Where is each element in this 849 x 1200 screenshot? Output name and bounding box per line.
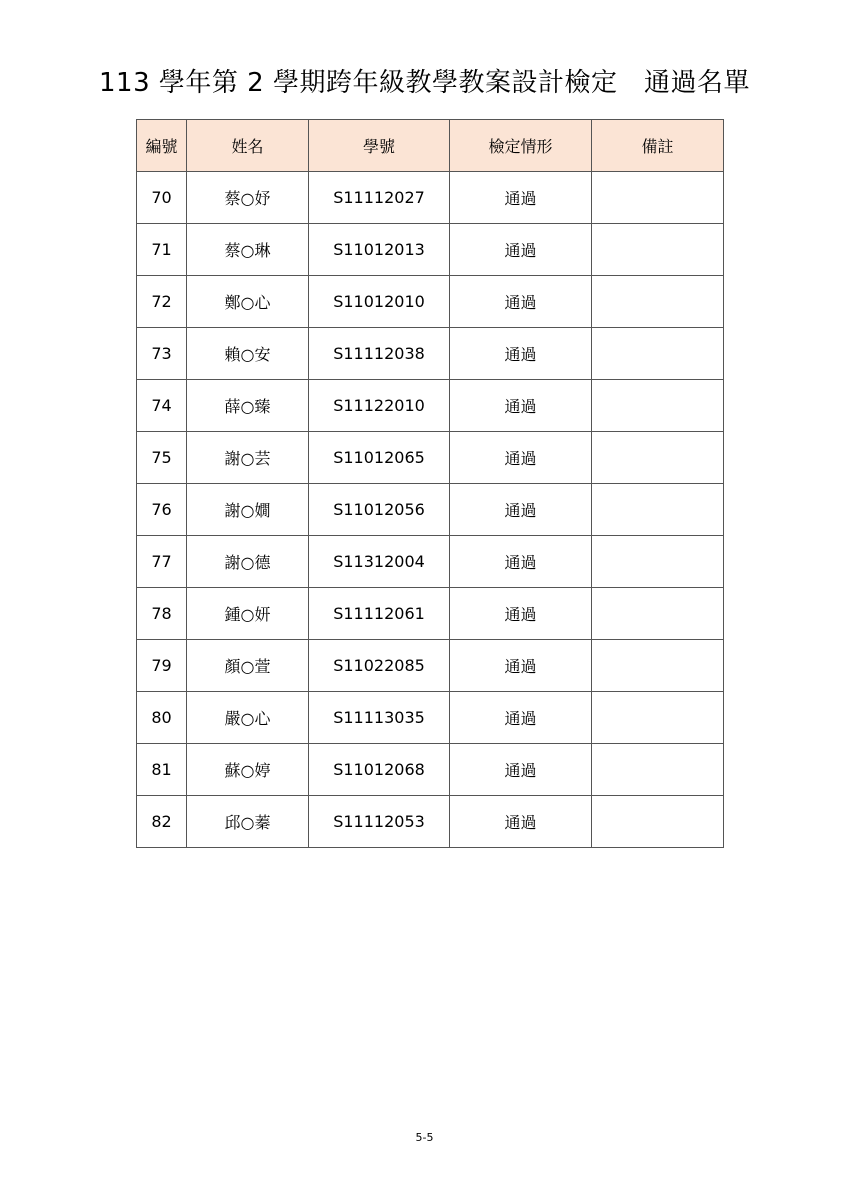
row-name: 邱○蓁 xyxy=(187,796,309,848)
row-status: 通過 xyxy=(450,536,592,588)
row-name: 蔡○琳 xyxy=(187,224,309,276)
table-row xyxy=(137,744,724,796)
row-status: 通過 xyxy=(450,640,592,692)
row-name: 蘇○婷 xyxy=(187,744,309,796)
row-note xyxy=(592,172,724,224)
table-row xyxy=(137,380,724,432)
table-row xyxy=(137,224,724,276)
row-name: 蔡○妤 xyxy=(187,172,309,224)
row-student-id: S11012056 xyxy=(309,484,450,536)
row-note xyxy=(592,744,724,796)
row-number: 82 xyxy=(137,796,187,848)
row-student-id: S11012010 xyxy=(309,276,450,328)
row-note xyxy=(592,224,724,276)
row-student-id: S11112038 xyxy=(309,328,450,380)
header-number: 編號 xyxy=(137,120,187,172)
page-number: 5-5 xyxy=(415,1131,434,1144)
row-note xyxy=(592,692,724,744)
table-row xyxy=(137,432,724,484)
row-student-id: S11112053 xyxy=(309,796,450,848)
row-status: 通過 xyxy=(450,380,592,432)
row-student-id: S11112061 xyxy=(309,588,450,640)
table-row xyxy=(137,588,724,640)
row-number: 70 xyxy=(137,172,187,224)
pass-list-table xyxy=(136,119,724,848)
row-number: 80 xyxy=(137,692,187,744)
table-row xyxy=(137,796,724,848)
row-number: 78 xyxy=(137,588,187,640)
row-number: 77 xyxy=(137,536,187,588)
row-name: 謝○嫺 xyxy=(187,484,309,536)
row-name: 鄭○心 xyxy=(187,276,309,328)
table-row xyxy=(137,692,724,744)
table-row xyxy=(137,484,724,536)
row-name: 謝○芸 xyxy=(187,432,309,484)
row-status: 通過 xyxy=(450,796,592,848)
row-note xyxy=(592,276,724,328)
row-note xyxy=(592,328,724,380)
row-note xyxy=(592,536,724,588)
header-status: 檢定情形 xyxy=(450,120,592,172)
row-status: 通過 xyxy=(450,172,592,224)
row-name: 謝○德 xyxy=(187,536,309,588)
row-number: 73 xyxy=(137,328,187,380)
row-status: 通過 xyxy=(450,224,592,276)
table-row xyxy=(137,328,724,380)
row-student-id: S11113035 xyxy=(309,692,450,744)
row-name: 賴○安 xyxy=(187,328,309,380)
row-number: 72 xyxy=(137,276,187,328)
row-number: 81 xyxy=(137,744,187,796)
row-number: 79 xyxy=(137,640,187,692)
row-name: 嚴○心 xyxy=(187,692,309,744)
row-status: 通過 xyxy=(450,328,592,380)
row-note xyxy=(592,432,724,484)
header-student-id: 學號 xyxy=(309,120,450,172)
row-student-id: S11012068 xyxy=(309,744,450,796)
table-header-row xyxy=(137,120,724,172)
row-student-id: S11122010 xyxy=(309,380,450,432)
row-status: 通過 xyxy=(450,432,592,484)
row-note xyxy=(592,640,724,692)
table-row xyxy=(137,276,724,328)
row-number: 71 xyxy=(137,224,187,276)
row-number: 74 xyxy=(137,380,187,432)
row-number: 76 xyxy=(137,484,187,536)
row-note xyxy=(592,588,724,640)
row-status: 通過 xyxy=(450,744,592,796)
row-student-id: S11012065 xyxy=(309,432,450,484)
row-status: 通過 xyxy=(450,588,592,640)
table-row xyxy=(137,640,724,692)
row-name: 顏○萱 xyxy=(187,640,309,692)
row-note xyxy=(592,380,724,432)
row-name: 薛○臻 xyxy=(187,380,309,432)
row-note xyxy=(592,484,724,536)
row-status: 通過 xyxy=(450,276,592,328)
row-student-id: S11012013 xyxy=(309,224,450,276)
row-student-id: S11312004 xyxy=(309,536,450,588)
header-note: 備註 xyxy=(592,120,724,172)
row-student-id: S11022085 xyxy=(309,640,450,692)
row-student-id: S11112027 xyxy=(309,172,450,224)
row-note xyxy=(592,796,724,848)
row-status: 通過 xyxy=(450,692,592,744)
table-row xyxy=(137,172,724,224)
page-title: 113 學年第 2 學期跨年級教學教案設計檢定 通過名單 xyxy=(99,68,750,98)
row-status: 通過 xyxy=(450,484,592,536)
row-name: 鍾○妍 xyxy=(187,588,309,640)
table-row xyxy=(137,536,724,588)
header-name: 姓名 xyxy=(187,120,309,172)
row-number: 75 xyxy=(137,432,187,484)
